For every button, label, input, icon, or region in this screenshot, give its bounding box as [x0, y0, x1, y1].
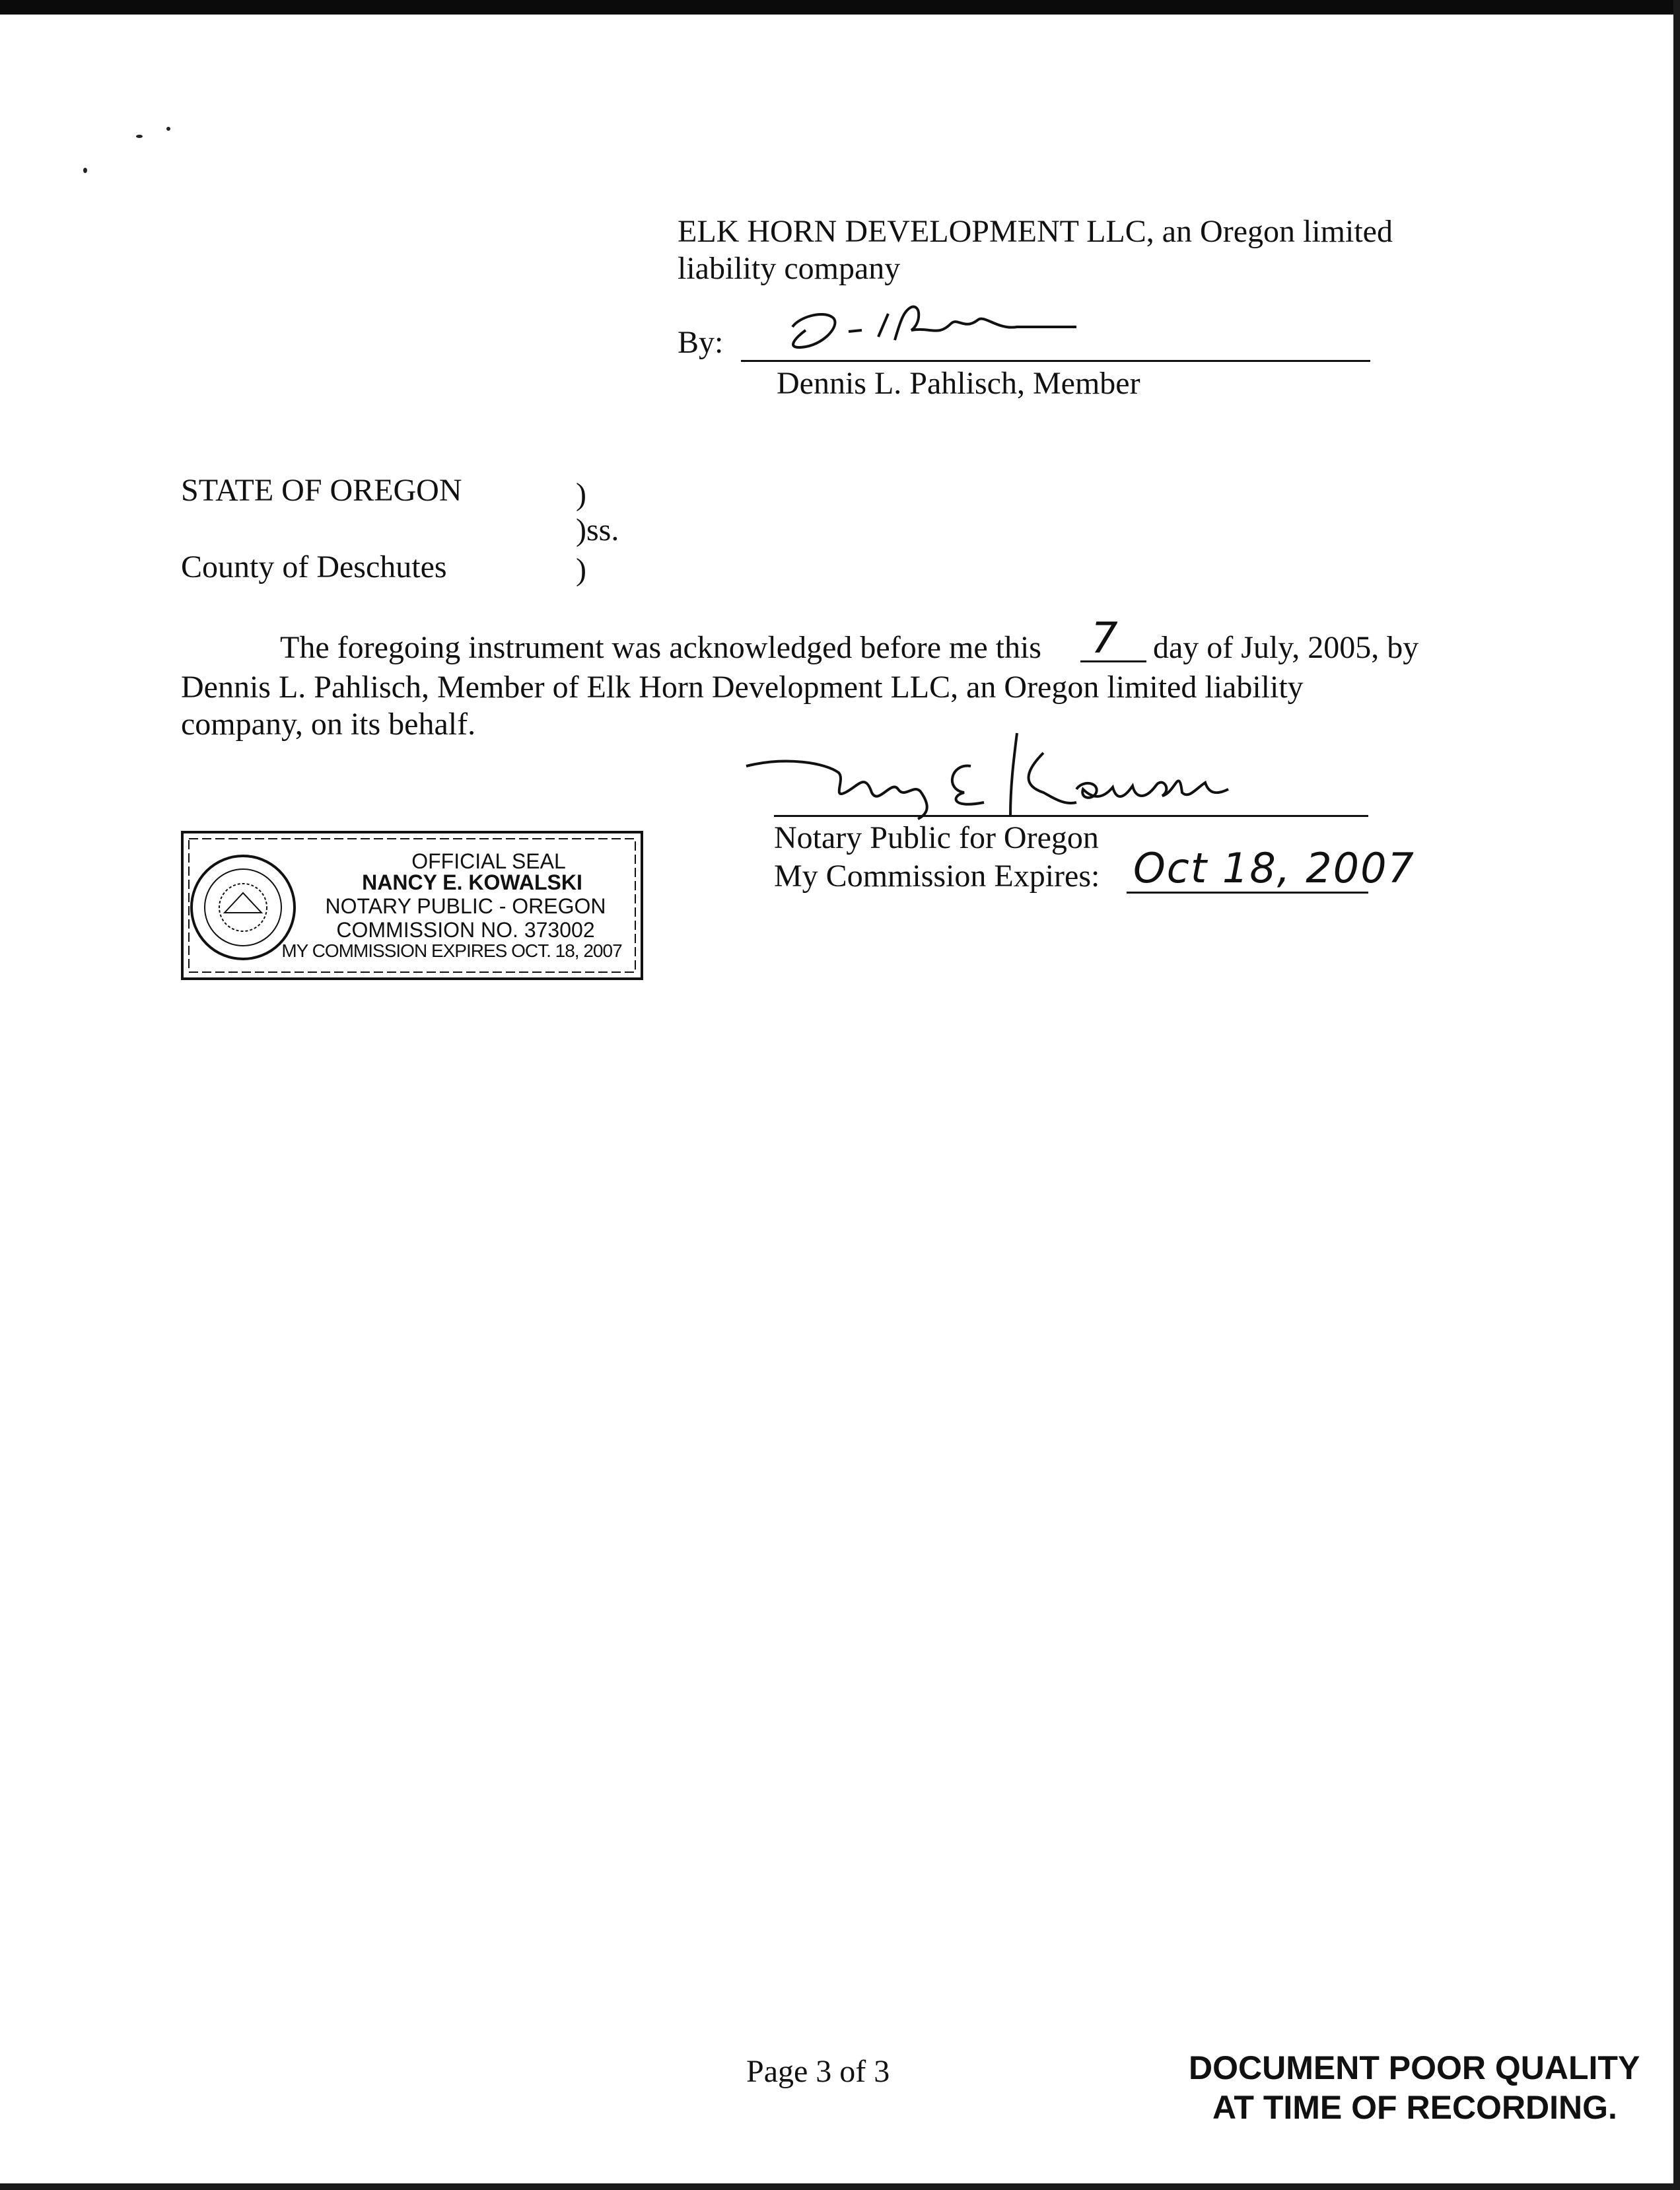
- seal-line1: OFFICIAL SEAL: [411, 849, 566, 873]
- commission-label: My Commission Expires:: [774, 859, 1100, 894]
- venue-state: STATE OF OREGON: [181, 473, 462, 508]
- venue-paren-top: ): [576, 477, 586, 512]
- venue-paren-bottom: ): [576, 552, 586, 587]
- ack-line3: company, on its behalf.: [181, 707, 476, 742]
- scan-top-edge: [0, 0, 1680, 15]
- company-name-line2: liability company: [678, 251, 901, 286]
- ack-line1-b: day of July, 2005, by: [1153, 630, 1419, 665]
- ack-line2: Dennis L. Pahlisch, Member of Elk Horn Development LLC, an Oregon limited liability: [181, 670, 1304, 705]
- by-label: By:: [678, 325, 724, 360]
- seal-line3: NOTARY PUBLIC - OREGON: [325, 894, 606, 918]
- venue-ss: )ss.: [576, 512, 619, 548]
- seal-line5: MY COMMISSION EXPIRES OCT. 18, 2007: [281, 940, 622, 961]
- scan-speck: [166, 127, 170, 131]
- member-signature-line: [741, 360, 1370, 362]
- commission-date-line: [1127, 892, 1368, 894]
- scan-bottom-edge: [0, 2183, 1680, 2190]
- company-name-line1: ELK HORN DEVELOPMENT LLC, an Oregon limited: [678, 214, 1393, 249]
- scan-speck: [83, 168, 87, 173]
- ack-day-handwritten: 7: [1091, 614, 1118, 663]
- commission-date-handwritten: Oct 18, 2007: [1133, 844, 1415, 892]
- notary-title: Notary Public for Oregon: [774, 820, 1099, 855]
- signer-name: Dennis L. Pahlisch, Member: [777, 366, 1140, 401]
- scan-speck: [136, 135, 143, 138]
- seal-line4: COMMISSION NO. 373002: [336, 918, 595, 942]
- seal-line2: NANCY E. KOWALSKI: [362, 870, 582, 894]
- recording-quality-stamp-line2: AT TIME OF RECORDING.: [1212, 2089, 1617, 2126]
- scan-right-edge: [1673, 0, 1680, 2190]
- ack-line1-a: The foregoing instrument was acknowledged before me this: [280, 630, 1041, 665]
- notary-signature-line: [774, 815, 1368, 817]
- member-signature: [779, 291, 1083, 357]
- venue-county: County of Deschutes: [181, 549, 447, 584]
- recording-quality-stamp-line1: DOCUMENT POOR QUALITY: [1189, 2049, 1640, 2086]
- ack-day-blank: [1080, 660, 1146, 662]
- notary-signature: [733, 726, 1235, 826]
- page-number: Page 3 of 3: [746, 2054, 890, 2089]
